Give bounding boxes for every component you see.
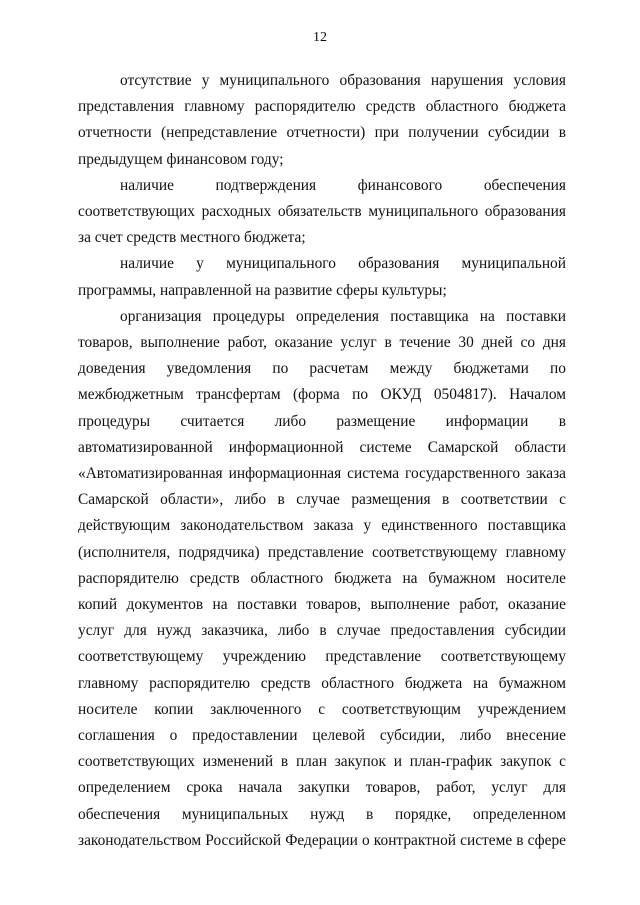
paragraph-municipal-program: наличие у муниципального образования муниципальной программы, направленной на развитие сферы культуры; bbox=[78, 255, 566, 299]
document-body bbox=[78, 68, 566, 854]
paragraph-no-violations: отсутствие у муниципального образования нарушения условия представления главному распорядителю средств областного бюджета отчетности (непредставление отчетности) при получении субсидии в предыдущем финансовом году; bbox=[78, 72, 566, 168]
paragraph-procurement-procedure: организация процедуры определения поставщика на поставки товаров, выполнение работ, оказание услуг в течение 30 дней со дня доведения уведомления по расчетам между бюджетами по межбюджетным трансфертам (форма по ОКУД 0504817). Началом процедуры считается либо размещение информации в автоматизированной информационной системе Самарской области «Автоматизированная информационная система государственного заказа Самарской области», либо в случае размещения в соответствии с действующим законодательством заказа у единственного поставщика (исполнителя, подрядчика) представление соответствующему главному распорядителю средств областного бюджета на бумажном носителе копий документов на поставки товаров, выполнение работ, оказание услуг для нужд заказчика, либо в случае предоставления субсидии соответствующему учреждению представление соответствующему главному распорядителю средств областного бюджета на бумажном носителе копии заключенного с соответствующим учреждением соглашения о предоставлении целевой субсидии, либо внесение соответствующих изменений в план закупок и план-график закупок с определением срока начала закупки товаров, работ, услуг для обеспечения муниципальных нужд в порядке, определенном законодательством Российской Федерации о контрактной системе в сфере bbox=[78, 307, 566, 849]
paragraph-financial-confirmation: наличие подтверждения финансового обеспечения соответствующих расходных обязательств муниципального образования за счет средств местного бюджета; bbox=[78, 176, 566, 247]
page-number: 12 bbox=[313, 30, 327, 45]
